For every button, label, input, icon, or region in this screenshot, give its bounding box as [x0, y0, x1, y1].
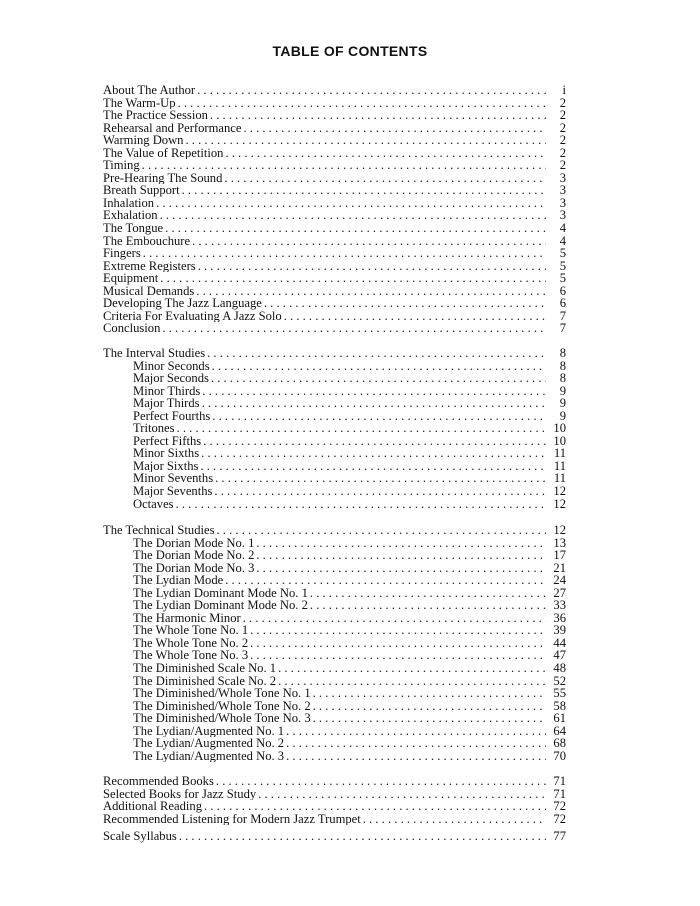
toc-entry-title: The Warm-Up	[103, 96, 176, 110]
toc-entry	[103, 524, 566, 537]
toc-entry-title: The Diminished Scale No. 2	[133, 674, 277, 688]
dot-leader	[207, 347, 546, 360]
toc-entry-page-number: 61	[553, 712, 566, 725]
dot-leader	[313, 687, 546, 700]
toc-entry	[103, 447, 566, 460]
toc-entry-page-number: 9	[559, 384, 566, 398]
toc-entry-title: The Diminished/Whole Tone No. 3	[133, 712, 311, 725]
toc-entry-page-number: 9	[559, 397, 566, 410]
dot-leader	[200, 460, 546, 473]
toc-entry-title: The Tongue	[103, 222, 164, 235]
toc-entry-page-number: 71	[553, 787, 566, 801]
toc-entry-title: Scale Syllabus	[103, 830, 177, 843]
toc-entry-title: The Lydian/Augmented No. 3	[133, 749, 285, 763]
toc-entry	[103, 737, 566, 750]
toc-entry	[103, 297, 566, 310]
toc-entry-title: The Value of Repetition	[103, 146, 224, 160]
toc-entry-title: The Whole Tone No. 2	[133, 636, 249, 650]
dot-leader	[256, 562, 546, 575]
toc-entry	[103, 97, 566, 110]
toc-entry	[103, 675, 566, 688]
toc-entry	[103, 372, 566, 385]
toc-entry-title: The Dorian Mode No. 1	[133, 536, 255, 550]
toc-entry	[103, 587, 566, 600]
dot-leader	[202, 385, 546, 398]
toc-entry-title: Minor Sevenths	[133, 472, 214, 486]
dot-leader	[256, 537, 546, 550]
dot-leader	[192, 235, 546, 248]
dot-leader	[224, 172, 546, 185]
toc-entry	[103, 260, 566, 273]
dot-leader	[256, 549, 546, 562]
toc-entry-page-number: 2	[559, 109, 566, 122]
toc-entry	[103, 84, 566, 97]
toc-entry	[103, 385, 566, 398]
toc-entry-title: Inhalation	[103, 196, 155, 210]
toc-entry-title: The Harmonic Minor	[133, 611, 241, 625]
toc-entry-title: The Lydian Mode	[133, 574, 224, 587]
toc-entry-page-number: 2	[559, 121, 566, 135]
toc-entry-title: Equipment	[103, 272, 159, 285]
dot-leader	[143, 247, 546, 260]
toc-entry	[103, 498, 566, 511]
dot-leader	[278, 662, 546, 675]
toc-entry-title: The Dorian Mode No. 3	[133, 561, 255, 575]
toc-entry-page-number: 21	[553, 561, 566, 575]
dot-leader	[250, 624, 546, 637]
toc-entry-title: Minor Sixths	[133, 447, 200, 460]
toc-entry-title: Octaves	[133, 497, 174, 511]
dot-leader	[203, 435, 546, 448]
toc-section-technical-studies	[103, 524, 566, 762]
dot-leader	[278, 675, 546, 688]
dot-leader	[177, 422, 546, 435]
toc-entry-page-number: i	[562, 84, 566, 97]
dot-leader	[313, 712, 546, 725]
dot-leader	[185, 134, 546, 147]
toc-entry-page-number: 64	[553, 724, 566, 738]
toc-entry-title: About The Author	[103, 84, 196, 97]
toc-entry-page-number: 8	[559, 347, 566, 360]
toc-entry-page-number: 72	[553, 800, 566, 813]
toc-entry-page-number: 11	[553, 459, 566, 473]
toc-entry	[103, 537, 566, 550]
dot-leader	[211, 372, 546, 385]
dot-leader	[225, 147, 546, 160]
toc-entry-page-number: 52	[553, 674, 566, 688]
toc-entry-page-number: 8	[559, 372, 566, 385]
toc-entry-page-number: 27	[553, 586, 566, 600]
dot-leader	[258, 788, 546, 801]
toc-entry	[103, 599, 566, 612]
dot-leader	[243, 612, 546, 625]
dot-leader	[310, 599, 546, 612]
toc-entry-page-number: 48	[553, 662, 566, 675]
toc-entry-page-number: 12	[553, 485, 566, 498]
toc-entry	[103, 460, 566, 473]
toc-entry-page-number: 10	[553, 422, 566, 435]
toc-entry-title: Exhalation	[103, 209, 158, 223]
toc-entry-title: Pre-Hearing The Sound	[103, 171, 223, 185]
toc-entry-page-number: 3	[559, 184, 566, 197]
toc-entry	[103, 272, 566, 285]
toc-entry	[103, 775, 566, 788]
dot-leader	[204, 800, 546, 813]
toc-entry	[103, 172, 566, 185]
toc-entry-page-number: 8	[559, 359, 566, 373]
toc-entry-title: Perfect Fifths	[133, 434, 202, 448]
toc-entry	[103, 830, 566, 843]
toc-entry	[103, 134, 566, 147]
toc-entry-page-number: 2	[559, 146, 566, 160]
dot-leader	[198, 260, 546, 273]
dot-leader	[142, 159, 546, 172]
toc-entry-title: Selected Books for Jazz Study	[103, 787, 257, 801]
toc-entry-page-number: 5	[559, 247, 566, 260]
toc-entry	[103, 159, 566, 172]
toc-entry-page-number: 55	[553, 687, 566, 700]
toc-entry	[103, 612, 566, 625]
toc-entry-page-number: 4	[559, 222, 566, 235]
toc-entry	[103, 247, 566, 260]
toc-entry-page-number: 70	[553, 749, 566, 763]
toc-entry-page-number: 12	[553, 497, 566, 511]
toc-entry	[103, 750, 566, 763]
toc-entry	[103, 624, 566, 637]
dot-leader	[217, 524, 547, 537]
toc-entry-page-number: 12	[553, 524, 566, 537]
toc-entry	[103, 472, 566, 485]
toc-entry-title: Recommended Listening for Modern Jazz Trumpet	[103, 812, 361, 826]
toc-entry	[103, 662, 566, 675]
dot-leader	[264, 297, 546, 310]
toc-entry	[103, 574, 566, 587]
toc-entry	[103, 687, 566, 700]
toc-entry-page-number: 13	[553, 536, 566, 550]
toc-entry	[103, 109, 566, 122]
toc-entry	[103, 725, 566, 738]
toc-entry	[103, 322, 566, 335]
toc-entry-title: The Lydian/Augmented No. 1	[133, 724, 285, 738]
toc-entry-title: Fingers	[103, 247, 141, 260]
toc-entry	[103, 649, 566, 662]
toc-entry-page-number: 39	[553, 624, 566, 637]
toc-entry-title: The Lydian Dominant Mode No. 1	[133, 586, 308, 600]
toc-entry-page-number: 2	[559, 159, 566, 172]
toc-entry-title: Minor Thirds	[133, 384, 201, 398]
toc-entry-page-number: 33	[553, 599, 566, 612]
toc-entry-page-number: 3	[559, 171, 566, 185]
toc-entry	[103, 347, 566, 360]
toc-entry-title: Criteria For Evaluating A Jazz Solo	[103, 309, 282, 323]
dot-leader	[182, 184, 546, 197]
toc-entry	[103, 147, 566, 160]
toc-entry-page-number: 77	[553, 830, 566, 843]
dot-leader	[196, 285, 546, 298]
toc-entry-title: Developing The Jazz Language	[103, 297, 262, 310]
toc-entry	[103, 435, 566, 448]
toc-entry-page-number: 47	[553, 649, 566, 663]
toc-entry-title: Timing	[103, 159, 140, 172]
toc-entry-title: The Diminished/Whole Tone No. 1	[133, 687, 311, 700]
toc-entry-page-number: 44	[553, 636, 566, 650]
dot-leader	[156, 197, 546, 210]
toc-entry-page-number: 3	[559, 209, 566, 223]
toc-entry-page-number: 9	[559, 409, 566, 423]
toc-entry	[103, 222, 566, 235]
dot-leader	[214, 485, 546, 498]
dot-leader	[243, 122, 546, 135]
dot-leader	[165, 222, 546, 235]
dot-leader	[160, 209, 546, 222]
toc-entry-page-number: 6	[559, 284, 566, 298]
toc-entry	[103, 209, 566, 222]
toc-entry-title: Breath Support	[103, 184, 180, 197]
toc-entry-title: The Interval Studies	[103, 347, 206, 360]
toc-entry	[103, 285, 566, 298]
toc-entry	[103, 197, 566, 210]
toc-entry-page-number: 2	[559, 96, 566, 110]
toc-entry-page-number: 71	[553, 775, 566, 788]
toc-entry-page-number: 72	[553, 812, 566, 826]
toc-entry	[103, 485, 566, 498]
dot-leader	[310, 587, 546, 600]
toc-entry-page-number: 5	[559, 272, 566, 285]
toc-entry	[103, 122, 566, 135]
toc-entry-page-number: 11	[553, 472, 566, 486]
toc-entry	[103, 813, 566, 826]
dot-leader	[202, 397, 546, 410]
toc-entry-page-number: 24	[553, 574, 566, 587]
toc-entry-title: The Lydian Dominant Mode No. 2	[133, 599, 308, 612]
dot-leader	[284, 310, 546, 323]
dot-leader	[250, 637, 546, 650]
toc-entry-page-number: 3	[559, 196, 566, 210]
dot-leader	[313, 700, 546, 713]
dot-leader	[162, 322, 546, 335]
toc-entry	[103, 360, 566, 373]
dot-leader	[250, 649, 546, 662]
dot-leader	[210, 109, 546, 122]
toc-entry	[103, 410, 566, 423]
dot-leader	[197, 84, 546, 97]
dot-leader	[176, 498, 546, 511]
dot-leader	[178, 97, 546, 110]
dot-leader	[160, 272, 546, 285]
dot-leader	[286, 750, 546, 763]
dot-leader	[215, 472, 546, 485]
toc-entry-title: Major Thirds	[133, 397, 200, 410]
toc-entry-page-number: 4	[559, 234, 566, 248]
toc-entry	[103, 788, 566, 801]
toc-entry-page-number: 36	[553, 611, 566, 625]
toc-section-syllabus	[103, 830, 566, 843]
toc-entry-title: Warming Down	[103, 134, 184, 147]
toc-entry-title: Additional Reading	[103, 800, 202, 813]
toc-entry	[103, 637, 566, 650]
toc-entry-title: The Whole Tone No. 3	[133, 649, 249, 663]
toc-entry-title: Rehearsal and Performance	[103, 121, 242, 135]
dot-leader	[201, 447, 546, 460]
toc-entry	[103, 800, 566, 813]
toc-entry-title: The Embouchure	[103, 234, 191, 248]
dot-leader	[216, 775, 546, 788]
toc-section-general	[103, 84, 566, 335]
page-title: TABLE OF CONTENTS	[272, 43, 428, 59]
toc-entry	[103, 422, 566, 435]
dot-leader	[286, 737, 546, 750]
toc-entry-page-number: 6	[559, 297, 566, 310]
toc-entry	[103, 184, 566, 197]
toc-entry	[103, 562, 566, 575]
dot-leader	[363, 813, 546, 826]
toc-entry	[103, 397, 566, 410]
toc-entry-title: Recommended Books	[103, 775, 214, 788]
toc-section-interval-studies	[103, 347, 566, 510]
toc-entry	[103, 712, 566, 725]
toc-entry-title: The Technical Studies	[103, 524, 215, 537]
toc-entry-page-number: 5	[559, 259, 566, 273]
toc-entry-title: The Practice Session	[103, 109, 208, 122]
toc-entry-title: Perfect Fourths	[133, 409, 211, 423]
toc-entry-page-number: 58	[553, 699, 566, 713]
toc-entry-title: Extreme Registers	[103, 259, 196, 273]
toc-entry-page-number: 7	[559, 322, 566, 335]
toc-entry-title: The Dorian Mode No. 2	[133, 549, 255, 562]
toc-entry	[103, 700, 566, 713]
toc-entry-title: Major Seconds	[133, 372, 209, 385]
toc-entry	[103, 549, 566, 562]
toc-entry-title: The Diminished/Whole Tone No. 2	[133, 699, 311, 713]
toc-entry-page-number: 68	[553, 737, 566, 750]
dot-leader	[225, 574, 546, 587]
toc-section-references	[103, 775, 566, 825]
toc-entry-page-number: 17	[553, 549, 566, 562]
toc-entry-title: Tritones	[133, 422, 175, 435]
toc-entry	[103, 310, 566, 323]
dot-leader	[286, 725, 546, 738]
toc-entry-title: The Diminished Scale No. 1	[133, 662, 277, 675]
toc-entry-title: The Whole Tone No. 1	[133, 624, 249, 637]
dot-leader	[212, 360, 546, 373]
toc-entry-title: The Lydian/Augmented No. 2	[133, 737, 285, 750]
toc-entry-page-number: 7	[559, 309, 566, 323]
toc-entry-page-number: 11	[553, 447, 566, 460]
toc-entry-title: Major Sevenths	[133, 485, 213, 498]
dot-leader	[179, 830, 546, 843]
toc-entry-title: Conclusion	[103, 322, 161, 335]
toc-entry	[103, 235, 566, 248]
toc-entry-title: Musical Demands	[103, 284, 195, 298]
toc-entry-title: Minor Seconds	[133, 359, 210, 373]
toc-entry-page-number: 2	[559, 134, 566, 147]
dot-leader	[212, 410, 546, 423]
toc-entry-page-number: 10	[553, 434, 566, 448]
toc-entry-title: Major Sixths	[133, 459, 199, 473]
